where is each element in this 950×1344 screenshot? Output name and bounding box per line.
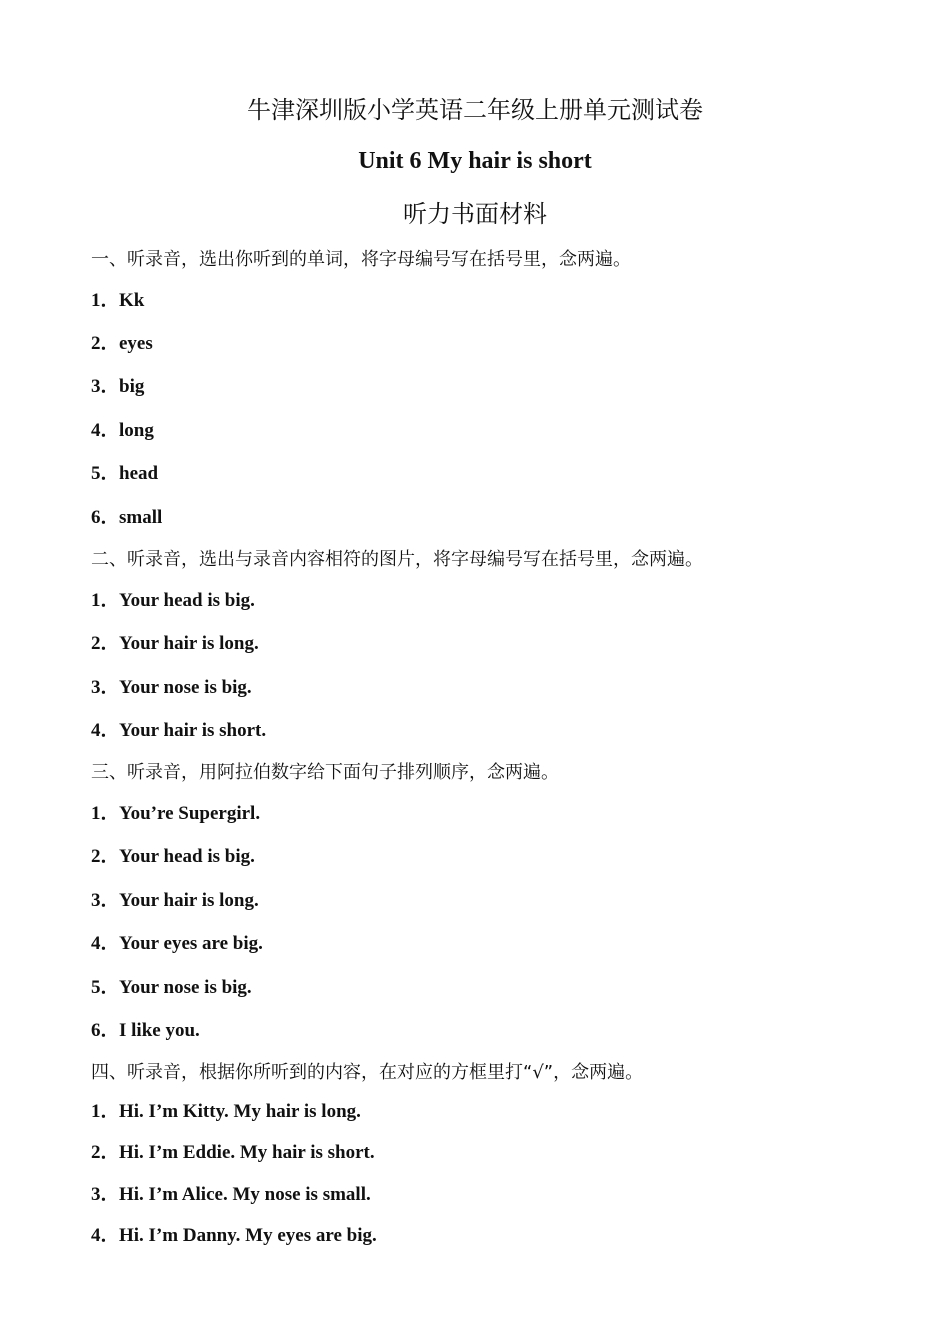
section-2-item — [91, 588, 255, 614]
item-number: 3． — [91, 376, 120, 397]
section-3-item — [91, 888, 259, 914]
item-number: 2． — [91, 1142, 120, 1163]
item-number: 5． — [91, 463, 120, 484]
item-text: Hi. I’m Danny. My eyes are big. — [119, 1225, 377, 1246]
section-2-heading: 二、听录音，选出与录音内容相符的图片，将字母编号写在括号里，念两遍。 — [91, 549, 703, 570]
item-number: 4． — [91, 420, 120, 441]
item-number: 3． — [91, 890, 120, 911]
item-number: 4． — [91, 1225, 120, 1246]
item-number: 2． — [91, 846, 120, 867]
item-number: 2． — [91, 333, 120, 354]
item-number: 5． — [91, 977, 120, 998]
item-text: head — [119, 463, 159, 484]
item-text: Your nose is big. — [119, 977, 252, 998]
item-text: Your head is big. — [119, 590, 255, 611]
item-text: Hi. I’m Eddie. My hair is short. — [119, 1142, 375, 1163]
item-number: 1． — [91, 803, 120, 824]
section-2-item — [91, 675, 252, 701]
section-4-item — [91, 1223, 377, 1249]
item-number: 1． — [91, 1101, 120, 1122]
section-1-item — [91, 461, 158, 487]
item-number: 3． — [91, 1184, 120, 1205]
section-3-item — [91, 1018, 200, 1044]
item-number: 2． — [91, 633, 120, 654]
item-text: Kk — [119, 290, 145, 311]
section-4-heading: 四、听录音，根据你所听到的内容，在对应的方框里打“√”，念两遍。 — [91, 1062, 644, 1083]
item-text: Your hair is long. — [119, 890, 259, 911]
item-text: I like you. — [119, 1020, 200, 1041]
section-2-item — [91, 631, 259, 657]
section-3-item — [91, 975, 252, 1001]
item-number: 1． — [91, 290, 120, 311]
section-1-item — [91, 505, 162, 531]
section-4-item — [91, 1099, 361, 1125]
section-3-item — [91, 801, 260, 827]
item-text: small — [119, 507, 163, 528]
item-text: You’re Supergirl. — [119, 803, 261, 824]
item-text: long — [119, 420, 154, 441]
section-3-item — [91, 931, 263, 957]
item-text: Your hair is short. — [119, 720, 267, 741]
section-1-item — [91, 331, 153, 357]
item-text: Hi. I’m Kitty. My hair is long. — [119, 1101, 361, 1122]
item-text: eyes — [119, 333, 153, 354]
section-3-item — [91, 844, 255, 870]
item-text: Your hair is long. — [119, 633, 259, 654]
section-1-heading: 一、听录音，选出你听到的单词，将字母编号写在括号里，念两遍。 — [91, 249, 631, 270]
section-1-item — [91, 288, 144, 314]
item-text: Hi. I’m Alice. My nose is small. — [119, 1184, 371, 1205]
unit-title: Unit 6 My hair is short — [358, 148, 592, 174]
item-number: 6． — [91, 1020, 120, 1041]
section-2-item — [91, 718, 266, 744]
section-1-item — [91, 418, 154, 444]
item-number: 4． — [91, 933, 120, 954]
item-text: Your nose is big. — [119, 677, 252, 698]
page-title: 牛津深圳版小学英语二年级上册单元测试卷 — [247, 96, 703, 124]
item-number: 4． — [91, 720, 120, 741]
item-number: 3． — [91, 677, 120, 698]
section-3-heading: 三、听录音，用阿拉伯数字给下面句子排列顺序，念两遍。 — [91, 762, 559, 783]
item-number: 1． — [91, 590, 120, 611]
section-1-item — [91, 374, 144, 400]
item-number: 6． — [91, 507, 120, 528]
item-text: Your eyes are big. — [119, 933, 263, 954]
section-4-item — [91, 1182, 371, 1208]
item-text: Your head is big. — [119, 846, 255, 867]
item-text: big — [119, 376, 145, 397]
section-4-item — [91, 1140, 375, 1166]
material-title: 听力书面材料 — [403, 200, 547, 228]
